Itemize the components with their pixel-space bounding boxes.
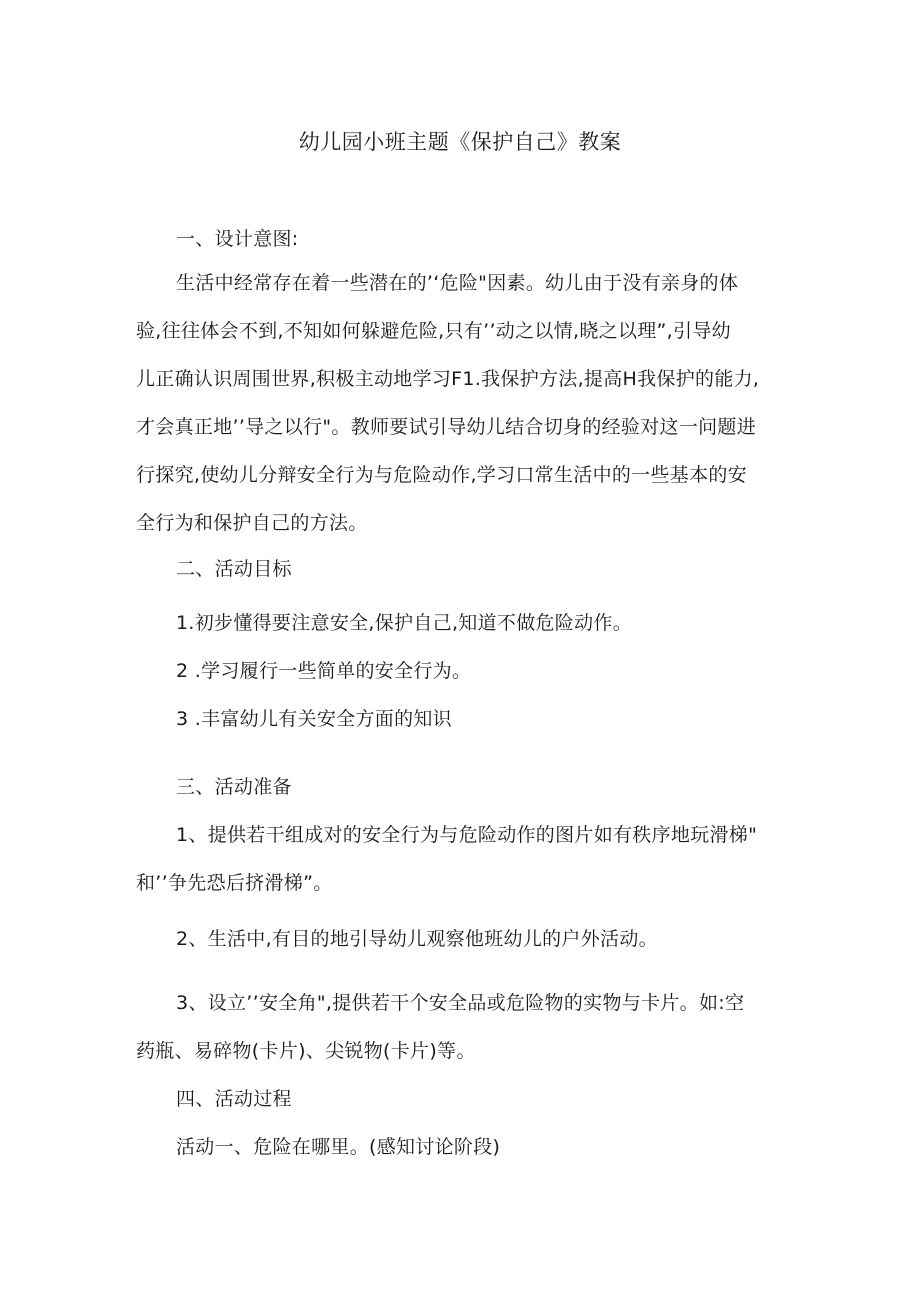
section-heading-design-intent: 一、设计意图: bbox=[176, 228, 299, 250]
paragraph-line: 才会真正地’’导之以行"。教师要试引导幼儿结合切身的经验对这一问题进 bbox=[136, 416, 757, 438]
preparation-item-3-line-2: 药瓶、易碎物(卡片)、尖锐物(卡片)等。 bbox=[136, 1040, 476, 1062]
goal-item-1: 1.初步懂得要注意安全,保护自己,知道不做危险动作。 bbox=[176, 612, 633, 634]
section-heading-goals: 二、活动目标 bbox=[176, 558, 292, 580]
paragraph-line: 验,往往体会不到,不知如何躲避危险,只有’’动之以情,晓之以理”,引导幼 bbox=[136, 320, 731, 342]
paragraph-line: 行探究,使幼儿分辩安全行为与危险动作,学习口常生活中的一些基本的安 bbox=[136, 464, 747, 486]
preparation-item-3-line-1: 3、设立’’安全角",提供若干个安全品或危险物的实物与卡片。如:空 bbox=[176, 992, 745, 1014]
section-heading-preparation: 三、活动准备 bbox=[176, 776, 292, 798]
section-heading-process: 四、活动过程 bbox=[176, 1088, 292, 1110]
document-title: 幼儿园小班主题《保护自己》教案 bbox=[298, 130, 622, 154]
goal-item-3: 3 .丰富幼儿有关安全方面的知识 bbox=[176, 708, 452, 730]
preparation-item-1-line-2: 和’’争先恐后挤滑梯”。 bbox=[136, 872, 333, 894]
preparation-item-2: 2、生活中,有目的地引导幼儿观察他班幼儿的户外活动。 bbox=[176, 928, 658, 950]
preparation-item-1-line-1: 1、提供若干组成对的安全行为与危险动作的图片如有秩序地玩滑梯" bbox=[176, 824, 758, 846]
paragraph-line: 生活中经常存在着一些潜在的’‘危险"因素。幼儿由于没有亲身的体 bbox=[176, 272, 739, 294]
paragraph-line: 全行为和保护自己的方法。 bbox=[136, 512, 368, 534]
activity-1-title: 活动一、危险在哪里。(感知讨论阶段) bbox=[176, 1136, 501, 1158]
goal-item-2: 2 .学习履行一些简单的安全行为。 bbox=[176, 660, 472, 682]
paragraph-line: 儿正确认识周围世界,积极主动地学习F1.我保护方法,提高H我保护的能力, bbox=[136, 368, 760, 390]
